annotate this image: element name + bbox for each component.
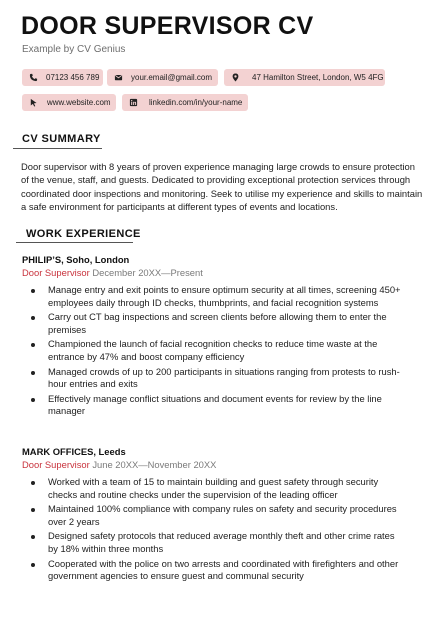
list-item: Managed crowds of up to 200 participants in situations ranging from protests to rush-hour entries and exits [22,366,402,391]
list-item: Maintained 100% compliance with company rules on safety and security procedures over 2 years [22,503,402,528]
contact-website[interactable] [22,94,116,111]
experience-heading: WORK EXPERIENCE [26,228,141,240]
linkedin-icon [122,94,144,111]
job-duties-list [22,284,402,418]
bullet-icon [31,508,35,512]
cv-title: DOOR SUPERVISOR CV [21,12,314,40]
job-dates: December 20XX—Present [89,267,203,278]
contact-linkedin[interactable] [122,94,248,111]
job-role: Door Supervisor [22,267,90,278]
contact-email[interactable] [107,69,218,86]
job-employer: PHILIP’S, Soho, London [22,254,130,265]
envelope-icon [107,69,129,86]
list-item: Effectively manage conflict situations and document events for review by the line manager [22,393,402,418]
experience-divider [16,242,133,243]
job-duties-list [22,476,402,583]
contact-phone[interactable] [22,69,103,86]
linkedin-text: linkedin.com/in/your-name [149,98,243,107]
list-item: Championed the launch of facial recognition checks to reduce time waste at the entrance by 47% and boost company efficiency [22,338,402,363]
bullet-icon [31,343,35,347]
job-dates: June 20XX—November 20XX [89,459,217,470]
summary-heading: CV SUMMARY [22,133,101,145]
email-text: your.email@gmail.com [131,73,213,82]
list-item: Cooperated with the police on two arrests and coordinated with firefighters and other government agencies to ensure guest and communal security [22,558,402,583]
bullet-icon [31,289,35,293]
bullet-icon [31,481,35,485]
contact-address[interactable] [224,69,385,86]
phone-icon [22,69,44,86]
summary-text: Door supervisor with 8 years of proven experience managing large crowds to ensure protection of the venue, staff, and guests. Dedicated to providing exceptional protection services through coordinated door inspections and monitoring. Seek to utilise my experience and skills to maintain a safe environment for participants at different types of events and locations. [21,161,423,213]
list-item: Designed safety protocols that reduced average monthly theft and other crime rates by 18% within three months [22,530,402,555]
byline: Example by CV Genius [22,44,126,55]
job-role-line [22,267,203,278]
list-item: Worked with a team of 15 to maintain building and guest safety through security checks and routine checks under the supervision of the leading officer [22,476,402,501]
list-item: Carry out CT bag inspections and screen clients before allowing them to enter the premises [22,311,402,336]
summary-divider [13,148,102,149]
job-role-line [22,459,216,470]
address-text: 47 Hamilton Street, London, W5 4FG [252,73,384,82]
location-pin-icon [224,69,246,86]
bullet-icon [31,563,35,567]
bullet-icon [31,316,35,320]
list-item: Manage entry and exit points to ensure optimum security at all times, screening 450+ employees daily through ID checks, thumbprints, and facial recognition systems [22,284,402,309]
website-text: www.website.com [47,98,111,107]
bullet-icon [31,398,35,402]
bullet-icon [31,371,35,375]
bullet-icon [31,535,35,539]
job-role: Door Supervisor [22,459,90,470]
cursor-pointer-icon [22,94,44,111]
job-employer: MARK OFFICES, Leeds [22,446,126,457]
phone-text: 07123 456 789 [46,73,100,82]
